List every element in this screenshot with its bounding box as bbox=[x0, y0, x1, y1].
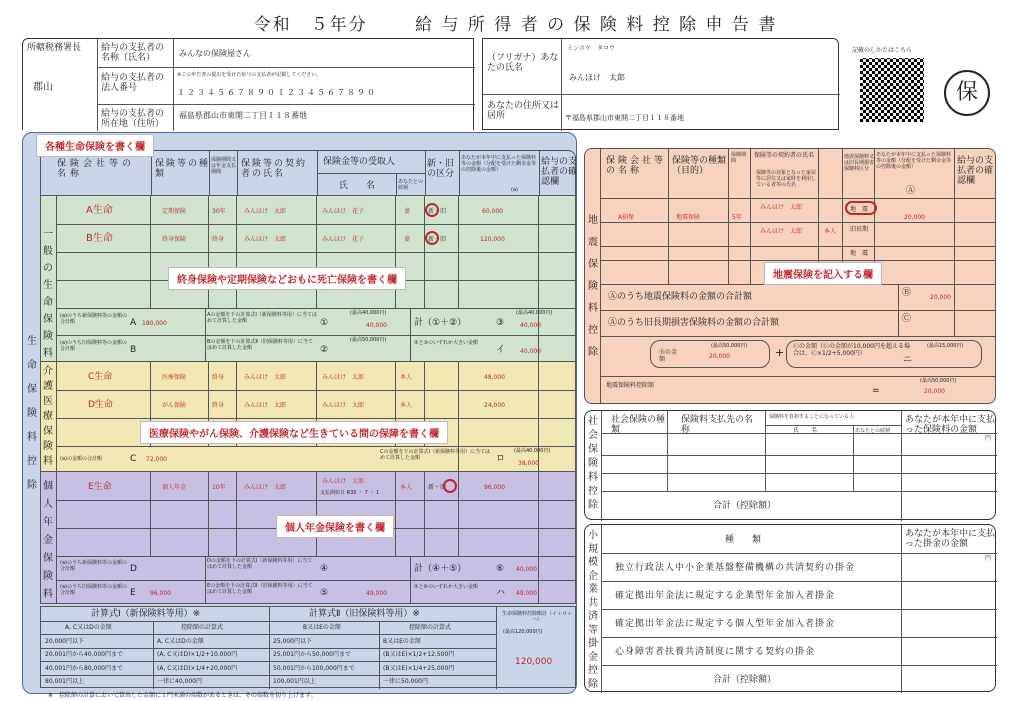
general-row2-kind[interactable]: 終身保険 bbox=[162, 236, 187, 243]
medical-total-value[interactable]: 72,000 bbox=[146, 456, 167, 463]
pension-row1-company[interactable]: E生命 bbox=[88, 482, 112, 492]
general-max2: (最高50,000円) bbox=[350, 337, 387, 343]
payer-info-box bbox=[22, 38, 474, 130]
pension-total-label: 計（④＋⑤） bbox=[414, 564, 467, 574]
pension-new-label: (a)のうち新保険料等の金額の合計額 bbox=[60, 560, 127, 572]
taxpayer-name-value[interactable]: みんほけ 太郎 bbox=[569, 73, 625, 82]
general-big-value[interactable]: 40,000 bbox=[520, 348, 541, 355]
pension-big-value[interactable]: 49,000 bbox=[516, 590, 537, 597]
general-new-calc: Aの金額を下の計算式Ⅰ（新保険料等用）に当てはめて計算した金額 bbox=[207, 312, 317, 324]
eq-h-confirm: 給与の支払者の確認欄 bbox=[957, 156, 994, 186]
general-old-calc-no: ② bbox=[320, 345, 329, 355]
medical-row1-period[interactable]: 終身 bbox=[212, 374, 225, 381]
eq-deduction-value[interactable]: 20,000 bbox=[924, 388, 945, 395]
qr-caption: 記載のしかたはこちら bbox=[852, 47, 913, 54]
formula-table bbox=[40, 606, 576, 688]
medical-side-label: 介護医療保険料 bbox=[43, 366, 53, 467]
furigana-label: （フリガナ）あなたの氏名 bbox=[487, 53, 559, 73]
formula2-r4-c2: 一律に50,000円 bbox=[383, 678, 428, 685]
formula-r1-c1: 20,000円以下 bbox=[45, 638, 84, 645]
small-h-amount: あなたが本年中に支払った掛金の金額 bbox=[905, 529, 996, 549]
eq-sum-quake: Ⓐのうち地震保険料の金額の合計額 bbox=[608, 292, 753, 302]
eq-h-kind: 保険等の種類（目的） bbox=[672, 156, 727, 176]
pension-total-no: ⑥ bbox=[496, 564, 505, 574]
eq-row3-class1[interactable]: 地 震 bbox=[850, 250, 869, 257]
pension-row1-relation[interactable]: 本人 bbox=[400, 484, 413, 491]
address-value[interactable]: 〒福島県郡山市東開二丁目１１８番地 bbox=[565, 114, 684, 122]
formula-r2-c1: 20,001円から40,000円まで bbox=[45, 651, 123, 658]
life-h-contractor: 保険等の契約者の氏名 bbox=[241, 159, 308, 179]
formula-col2b: 控除額の計算式 bbox=[409, 624, 452, 631]
pension-old-calc-value[interactable]: 49,000 bbox=[366, 590, 387, 597]
eq-calc-c-no: ニ bbox=[903, 355, 913, 365]
general-new-calc-no: ① bbox=[320, 318, 329, 328]
medical-row2-company[interactable]: D生命 bbox=[88, 400, 113, 410]
general-new-calc-value[interactable]: 40,000 bbox=[366, 322, 387, 329]
qr-code-icon[interactable] bbox=[860, 58, 924, 122]
payer-address-label: 給与の支払者の所在地（住所） bbox=[101, 109, 165, 129]
pension-old-label: (a)のうち旧保険料等の金額の合計額 bbox=[60, 584, 127, 596]
formula2-r3-c1: 50,001円から100,000円まで bbox=[273, 665, 355, 672]
formula-total-value[interactable]: 120,000 bbox=[515, 657, 553, 667]
social-yen: 円 bbox=[985, 435, 992, 442]
medical-row1-amount[interactable]: 48,000 bbox=[484, 374, 505, 381]
medical-row1-company[interactable]: C生命 bbox=[88, 372, 113, 382]
pension-new-letter: D bbox=[130, 564, 137, 574]
medical-row2-relation[interactable]: 本人 bbox=[400, 402, 413, 409]
small-item-2: 確定拠出年金法に規定する企業型年金加入者掛金 bbox=[615, 591, 836, 601]
furigana-value[interactable]: ミンホケ タロウ bbox=[567, 45, 616, 52]
social-h-amount: あなたが本年中に支払った保険料の金額 bbox=[905, 415, 996, 435]
life-h-period: 保険期間又は年金支払期間 bbox=[211, 157, 237, 175]
small-total: 合計（控除額） bbox=[713, 675, 777, 685]
eq-row1-class1[interactable]: 地 震 bbox=[850, 206, 869, 213]
callout-medical: 医療保険やがん保険、介護保険など生きている間の保障を書く欄 bbox=[140, 421, 448, 444]
formula-r4-c1: 80,001円以上 bbox=[45, 678, 84, 685]
payer-number-value[interactable]: １２３４５６７８９０１２３４５６７８９０ bbox=[177, 88, 377, 97]
pension-row1-amount[interactable]: 96,000 bbox=[484, 484, 505, 491]
life-h-new-old: 新・旧の区分 bbox=[427, 159, 455, 179]
general-total-no: ③ bbox=[496, 318, 505, 328]
small-item-3: 確定拠出年金法に規定する個人型年金加入者掛金 bbox=[615, 619, 836, 629]
general-max1: (最高40,000円) bbox=[350, 310, 387, 316]
eq-row1-contractor[interactable]: みんほけ 太郎 bbox=[760, 204, 803, 211]
eq-sum-quake-letter: Ⓑ bbox=[902, 288, 912, 298]
form-title bbox=[0, 10, 1031, 35]
social-total: 合計（控除額） bbox=[713, 501, 777, 511]
general-new-value[interactable]: 180,000 bbox=[142, 320, 167, 327]
social-h-relation: あなたとの続柄 bbox=[855, 428, 891, 434]
general-row1-contractor[interactable]: みんほけ 太郎 bbox=[244, 208, 287, 215]
eq-calc-c-max: (最高15,000円) bbox=[927, 343, 964, 349]
callout-pension: 個人年金保険を書く欄 bbox=[276, 515, 394, 538]
eq-row2-insured[interactable]: 本人 bbox=[824, 228, 837, 235]
medical-row1-contractor[interactable]: みんほけ 太郎 bbox=[244, 374, 287, 381]
general-row2-relation[interactable]: 妻 bbox=[404, 236, 411, 243]
pension-side-label: 個人年金保険料 bbox=[43, 481, 53, 600]
eq-h-amount-a: Ⓐ bbox=[906, 186, 916, 196]
general-old-label: (a)のうち旧保険料等の金額の合計額 bbox=[60, 340, 127, 352]
medical-calc-value[interactable]: 38,000 bbox=[518, 460, 539, 467]
formula-col1b: 控除額の計算式 bbox=[181, 624, 224, 631]
payer-number-label: 給与の支払者の法人番号 bbox=[101, 73, 165, 93]
general-total-label: 計（①＋②） bbox=[414, 318, 467, 328]
eq-deduction-max: (最高50,000円) bbox=[920, 378, 957, 384]
eq-calc-b-label: Ⓑの金額 bbox=[659, 349, 678, 363]
eq-h-insured: 保険等の対象となった家屋等に居住又は家財を利用している者等の氏名 bbox=[756, 170, 817, 188]
social-h-name: 氏 名 bbox=[793, 427, 818, 434]
eq-equal-sign: = bbox=[872, 386, 880, 396]
eq-h-amount: あなたが本年中に支払った保険料等の金額（分配を受けた剰余金等の控除後の金額） bbox=[876, 152, 952, 170]
medical-row1-kind[interactable]: 医療保険 bbox=[162, 374, 187, 381]
pension-total-value[interactable]: 40,000 bbox=[516, 566, 537, 573]
eq-row1-amount[interactable]: 20,000 bbox=[904, 214, 925, 221]
formula-r3-c1: 40,001円から80,000円まで bbox=[45, 665, 123, 672]
life-h-receiver-name: 氏 名 bbox=[339, 181, 376, 191]
medical-row2-kind[interactable]: がん保険 bbox=[162, 402, 187, 409]
social-h-payee: 保険料支払先の名称 bbox=[681, 415, 754, 435]
social-insurance-section bbox=[584, 410, 996, 520]
general-row1-new-old[interactable]: 新・旧 bbox=[428, 208, 447, 215]
medical-row2-period[interactable]: 終身 bbox=[212, 402, 225, 409]
pension-row1-start[interactable]: 支払開始日 R35 ・ 7 ・ 1 bbox=[320, 490, 380, 496]
eq-calc-b-max: (最高50,000円) bbox=[711, 343, 748, 349]
pension-big-no: ハ bbox=[496, 588, 506, 598]
general-row2-company[interactable]: B生命 bbox=[86, 233, 113, 244]
general-old-letter: B bbox=[130, 345, 137, 355]
address-label: あなたの住所又は居所 bbox=[487, 101, 560, 121]
footnote: ※ 控除額の計算において算出した金額に１円未満の端数があるときは、その端数を切り上げます。 bbox=[48, 692, 317, 699]
earthquake-side-label: 地震保険料控除 bbox=[588, 215, 598, 358]
social-side-label: 社会保険料控除 bbox=[588, 416, 598, 511]
formula2-r4-c1: 100,001円以上 bbox=[273, 678, 316, 685]
life-h-company: 保険会社等の名称 bbox=[57, 159, 136, 179]
pension-row1-receiver[interactable]: みんほけ 太郎 bbox=[322, 478, 365, 485]
formula-title2: 計算式Ⅱ（旧保険料等用）※ bbox=[309, 609, 420, 619]
medical-row2-receiver[interactable]: みんほけ 太郎 bbox=[322, 402, 365, 409]
general-row2-period[interactable]: 終身 bbox=[212, 236, 225, 243]
formula2-r1-c2: B又はEの金額 bbox=[383, 638, 421, 645]
eq-row1-period[interactable]: 5年 bbox=[732, 214, 742, 221]
callout-death: 終身保険や定期保険などおもに死亡保険を書く欄 bbox=[168, 267, 406, 290]
general-row2-new-old[interactable]: 新・旧 bbox=[428, 236, 447, 243]
life-h-relation: あなたとの続柄 bbox=[398, 179, 424, 191]
general-big-label: ②と③のいずれか大きい金額 bbox=[414, 340, 478, 346]
payer-number-note: ※この申告書の提出を受けた給与の支払者が記載してください。 bbox=[177, 72, 322, 78]
formula-r3-c2: (A, C又はD)×1/4+20,000円 bbox=[157, 665, 238, 672]
social-h-kind: 社会保険の種類 bbox=[611, 415, 666, 435]
eq-row1-company[interactable]: A損保 bbox=[618, 214, 635, 221]
formula2-r1-c1: 25,000円以下 bbox=[273, 638, 312, 645]
life-h-amount: あなたが本年中に支払った保険料等の金額（分配を受けた剰余金等の控除後の金額） bbox=[461, 155, 537, 173]
payer-address-value[interactable]: 福島県郡山市東開二丁目１１８番地 bbox=[179, 111, 307, 120]
general-row2-receiver[interactable]: みんほけ 花子 bbox=[322, 236, 365, 243]
general-new-label: (a)のうち新保険料等の金額の合計額 bbox=[60, 313, 127, 325]
formula-r4-c2: 一律に40,000円 bbox=[157, 678, 202, 685]
pension-new-calc-no: ④ bbox=[320, 564, 329, 574]
eq-calc-c-box bbox=[786, 340, 982, 368]
callout-earthquake: 地震保険を記入する欄 bbox=[764, 262, 882, 285]
formula-title1: 計算式Ⅰ（新保険料等用）※ bbox=[91, 609, 201, 619]
medical-max: (最高40,000円) bbox=[514, 448, 551, 454]
general-old-calc: Bの金額を下の計算式Ⅱ（旧保険料等用）に当てはめて計算した金額 bbox=[207, 339, 313, 351]
pension-big-label: ⑤と⑥のいずれか大きい金額 bbox=[414, 584, 478, 590]
small-item-4: 心身障害者扶養共済制度に関する契約の掛金 bbox=[615, 647, 816, 657]
medical-row1-relation[interactable]: 本人 bbox=[400, 374, 413, 381]
eq-calc-b-value[interactable]: 20,000 bbox=[709, 353, 730, 360]
pension-old-calc: Eの金額を下の計算式Ⅱ（旧保険料等用）に当てはめて計算した金額 bbox=[207, 583, 313, 595]
general-row1-new-circle bbox=[425, 203, 439, 217]
pension-old-value[interactable]: 96,000 bbox=[150, 590, 171, 597]
formula2-r2-c2: (B又はE)×1/2+12,500円 bbox=[383, 651, 455, 658]
small-yen: 円 bbox=[985, 555, 992, 562]
general-row1-relation[interactable]: 妻 bbox=[404, 208, 411, 215]
eq-h-period: 保険期間 bbox=[731, 152, 747, 164]
small-item-1: 独立行政法人中小企業基盤整備機構の共済契約の掛金 bbox=[615, 563, 856, 573]
form-era-year: 令和 ５年分 bbox=[253, 15, 368, 35]
general-row1-company[interactable]: A生命 bbox=[86, 205, 113, 216]
eq-deduction-label: 地震保険料控除額 bbox=[606, 382, 655, 389]
life-side-label: 生命保険料控除 bbox=[27, 336, 37, 491]
pension-row1-new-old[interactable]: 新・旧 bbox=[428, 484, 447, 491]
callout-life: 各種生命保険を書く欄 bbox=[36, 134, 154, 157]
medical-row1-receiver[interactable]: みんほけ 太郎 bbox=[322, 374, 365, 381]
general-total-value[interactable]: 40,000 bbox=[520, 322, 541, 329]
eq-sum-quake-value[interactable]: 20,000 bbox=[930, 294, 951, 301]
seal-text: 保 bbox=[955, 80, 978, 105]
formula-total-label: 生命保険料控除額計（イ＋ロ＋ハ） bbox=[501, 611, 572, 623]
taxpayer-info-box bbox=[482, 38, 839, 130]
general-row1-kind[interactable]: 定期保険 bbox=[162, 208, 187, 215]
medical-total-letter: C bbox=[130, 454, 137, 464]
general-life-side-label: 一般の生命保険料 bbox=[43, 229, 53, 359]
payer-name-value[interactable]: みんなの保険屋さん bbox=[179, 49, 251, 58]
general-new-letter: A bbox=[130, 318, 137, 328]
eq-h-contractor: 保険等の契約者の氏名 bbox=[754, 152, 815, 159]
general-row2-amount[interactable]: 120,000 bbox=[480, 236, 505, 243]
tax-office-value[interactable]: 郡山 bbox=[33, 82, 53, 93]
life-h-receiver: 保険金等の受取人 bbox=[323, 157, 396, 167]
life-h-amount-a: (a) bbox=[511, 187, 518, 193]
formula2-r2-c1: 25,001円から50,000円まで bbox=[273, 651, 351, 658]
pension-new-calc: Dの金額を下の計算式Ⅰ（新保険料等用）に当てはめて計算した金額 bbox=[207, 558, 313, 570]
formula-col1a: A, C又はDの金額 bbox=[65, 624, 112, 631]
medical-calc-no: ロ bbox=[496, 454, 506, 464]
eq-row1-quake-circle bbox=[845, 201, 877, 215]
eq-h-company: 保険会社等の名称 bbox=[606, 156, 667, 176]
pension-old-letter: E bbox=[130, 588, 136, 598]
payer-name-label: 給与の支払者の名称（氏名） bbox=[101, 43, 165, 63]
form-title-text: 給 与 所 得 者 の 保 険 料 控 除 申 告 書 bbox=[415, 15, 778, 35]
general-row2-new-circle bbox=[425, 231, 439, 245]
pension-row1-contractor[interactable]: みんほけ 太郎 bbox=[244, 484, 287, 491]
seal-icon bbox=[944, 70, 990, 116]
general-big-no: イ bbox=[496, 345, 506, 355]
general-row1-period[interactable]: 30年 bbox=[212, 208, 226, 215]
pension-row1-old-circle bbox=[443, 479, 457, 493]
general-row2-contractor[interactable]: みんほけ 太郎 bbox=[244, 236, 287, 243]
formula-r1-c2: A, C又はDの金額 bbox=[157, 638, 204, 645]
formula-col2a: B又はEの金額 bbox=[303, 624, 341, 631]
medical-calc-label: Cの金額を下の計算式Ⅰ（新保険料等用）に当てはめて計算した金額 bbox=[380, 449, 490, 461]
life-h-confirm: 給与の支払者の確認欄 bbox=[541, 157, 578, 187]
medical-total-label: (a)の金額の合計額 bbox=[60, 456, 102, 462]
small-side-label: 小規模企業共済等掛金控除 bbox=[588, 530, 598, 690]
pension-row1-kind[interactable]: 個人年金 bbox=[162, 484, 187, 491]
pension-old-calc-no: ⑤ bbox=[320, 588, 329, 598]
eq-calc-b-box bbox=[650, 340, 770, 368]
eq-sum-old: Ⓐのうち旧長期損害保険料の金額の合計額 bbox=[608, 318, 780, 328]
eq-row2-contractor[interactable]: みんほけ 太郎 bbox=[760, 228, 803, 235]
eq-sum-old-letter: Ⓒ bbox=[902, 314, 912, 324]
eq-calc-c-label: Ⓒの金額（Ⓒの金額が10,000円を超える場合は、Ⓒ×1/2+5,000円） bbox=[793, 343, 910, 357]
formula2-r3-c2: (B又はE)×1/4+25,000円 bbox=[383, 665, 455, 672]
general-max3: (最高40,000円) bbox=[516, 310, 553, 316]
medical-row2-contractor[interactable]: みんほけ 太郎 bbox=[244, 402, 287, 409]
eq-row1-class2[interactable]: 旧長期 bbox=[850, 226, 869, 233]
social-h-payer: 保険料を負担することになっている人 bbox=[769, 414, 855, 420]
eq-h-class: 地震保険料又は旧長期損害保険料区分 bbox=[844, 154, 875, 172]
small-business-section bbox=[584, 524, 996, 692]
formula-total-max: (最高120,000円) bbox=[503, 629, 543, 635]
small-h-kind: 種 類 bbox=[725, 535, 762, 545]
formula-r2-c2: (A, C又はD)×1/2+10,000円 bbox=[157, 651, 238, 658]
medical-row2-amount[interactable]: 24,000 bbox=[484, 402, 505, 409]
pension-row1-period[interactable]: 10年 bbox=[212, 484, 226, 491]
eq-plus-sign: + bbox=[775, 346, 785, 359]
life-h-kind: 保険等の種類 bbox=[155, 159, 211, 179]
general-row1-receiver[interactable]: みんほけ 花子 bbox=[322, 208, 365, 215]
eq-row1-kind[interactable]: 地震保険 bbox=[676, 214, 701, 221]
tax-office-label: 所轄税務署長 bbox=[27, 43, 82, 53]
general-row1-amount[interactable]: 60,000 bbox=[482, 208, 503, 215]
